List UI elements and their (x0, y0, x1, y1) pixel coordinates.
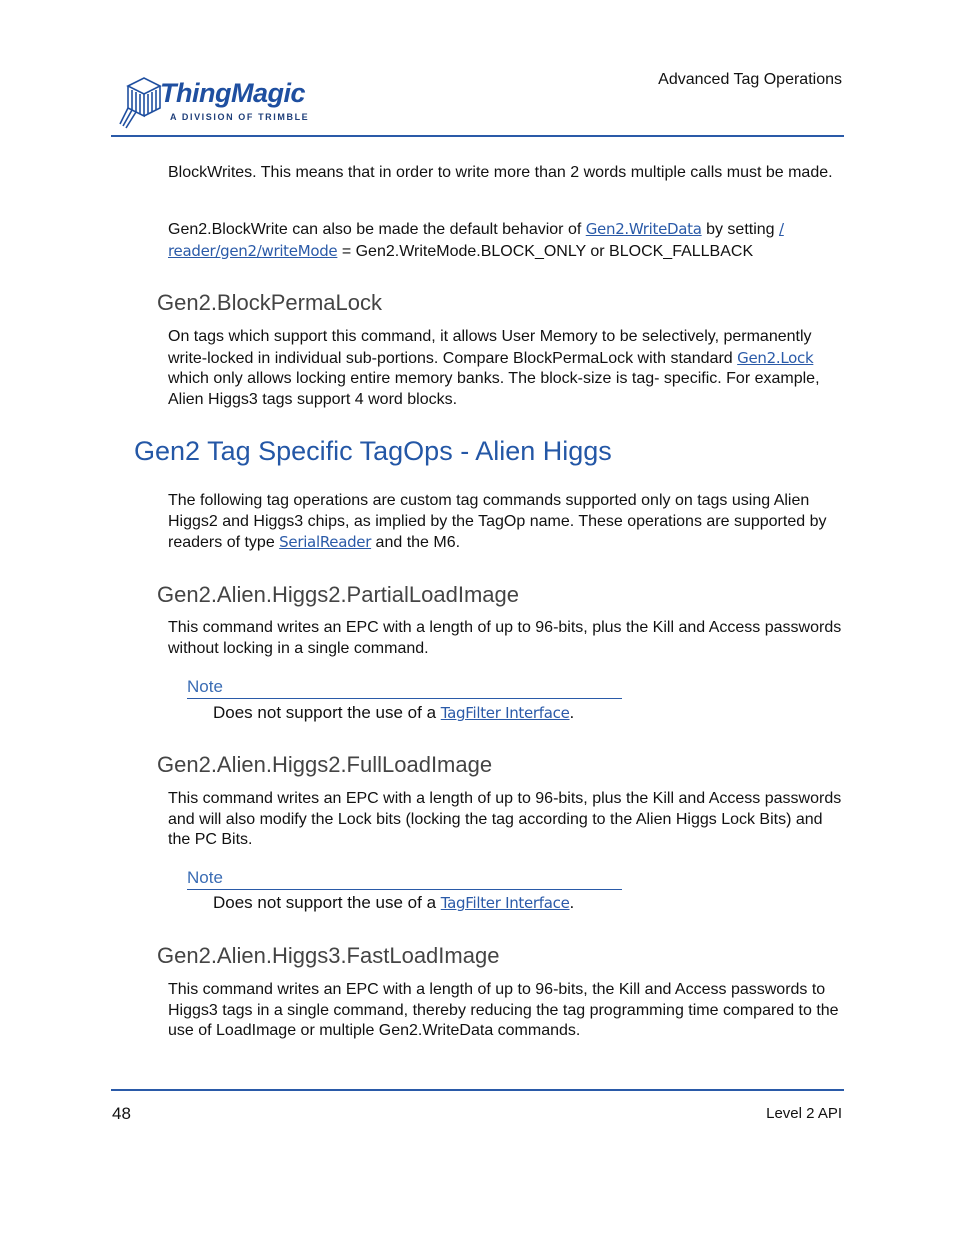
link-writemode-path[interactable]: reader/gen2/writeMode (168, 241, 338, 260)
section-intro-paragraph: The following tag operations are custom tag commands supported only on tags using Alien Higgs2 and Higgs3 chips, as implied by the TagOp name. These operations are supported by readers of type SerialReader and the M6. (168, 492, 827, 551)
running-head: Advanced Tag Operations (658, 71, 842, 88)
intro-paragraph-1: BlockWrites. This means that in order to write more than 2 words multiple calls must be made. (168, 164, 833, 181)
link-writemode-slash[interactable]: / (779, 220, 784, 238)
note-rule (187, 889, 622, 890)
link-tagfilter-interface[interactable]: TagFilter Interface (440, 894, 570, 912)
note-rule (187, 698, 622, 699)
link-gen2-writedata[interactable]: Gen2.WriteData (585, 220, 702, 238)
heading-partialloadimage: Gen2.Alien.Higgs2.PartialLoadImage (157, 582, 520, 607)
heading-blockpermalock: Gen2.BlockPermaLock (157, 290, 382, 315)
note-label: Note (187, 677, 223, 696)
fastloadimage-paragraph: This command writes an EPC with a length of up to 96-bits, the Kill and Access passwords to Higgs3 tags in a single command, thereby reducing the tag programming time compared to the use of LoadImage or multiple Gen2.WriteData commands. (168, 981, 839, 1039)
page-number: 48 (112, 1104, 131, 1123)
heading-fullloadimage: Gen2.Alien.Higgs2.FullLoadImage (157, 752, 493, 777)
note-text: Does not support the use of a TagFilter Interface. (213, 703, 575, 722)
logo-wordmark: ThingMagic (160, 78, 305, 108)
footer-section-name: Level 2 API (766, 1105, 842, 1122)
note-label: Note (187, 868, 223, 887)
heading-fastloadimage: Gen2.Alien.Higgs3.FastLoadImage (157, 943, 500, 968)
link-gen2-lock[interactable]: Gen2.Lock (737, 348, 814, 367)
note-text: Does not support the use of a TagFilter Interface. (213, 893, 575, 912)
header-rule (111, 135, 844, 137)
fullloadimage-paragraph: This command writes an EPC with a length of up to 96-bits, plus the Kill and Access passwords and will also modify the Lock bits (locking the tag according to the Alien Higgs Lock Bits) and the PC Bits. (168, 790, 842, 848)
intro-paragraph-2: Gen2.BlockWrite can also be made the default behavior of Gen2.WriteData by setting / reader/gen2/writeMode = Gen2.WriteMode.BLOCK_ONLY or BLOCK_FALLBACK (168, 220, 784, 260)
link-serialreader[interactable]: SerialReader (279, 533, 372, 551)
link-tagfilter-interface[interactable]: TagFilter Interface (440, 704, 570, 722)
section-heading: Gen2 Tag Specific TagOps - Alien Higgs (134, 436, 612, 466)
blockpermalock-paragraph: On tags which support this command, it allows User Memory to be selectively, permanently write-locked in individual sub-portions. Compare BlockPermaLock with standard Gen2.Lock which only allows locking entire memory banks. The block-size is tag- specific. For example, Alien Higgs3 tags support 4 word blocks. (168, 328, 820, 408)
footer-rule (111, 1089, 844, 1091)
logo-tagline: A DIVISION OF TRIMBLE (170, 112, 310, 122)
partialloadimage-paragraph: This command writes an EPC with a length of up to 96-bits, plus the Kill and Access passwords without locking in a single command. (168, 619, 842, 657)
